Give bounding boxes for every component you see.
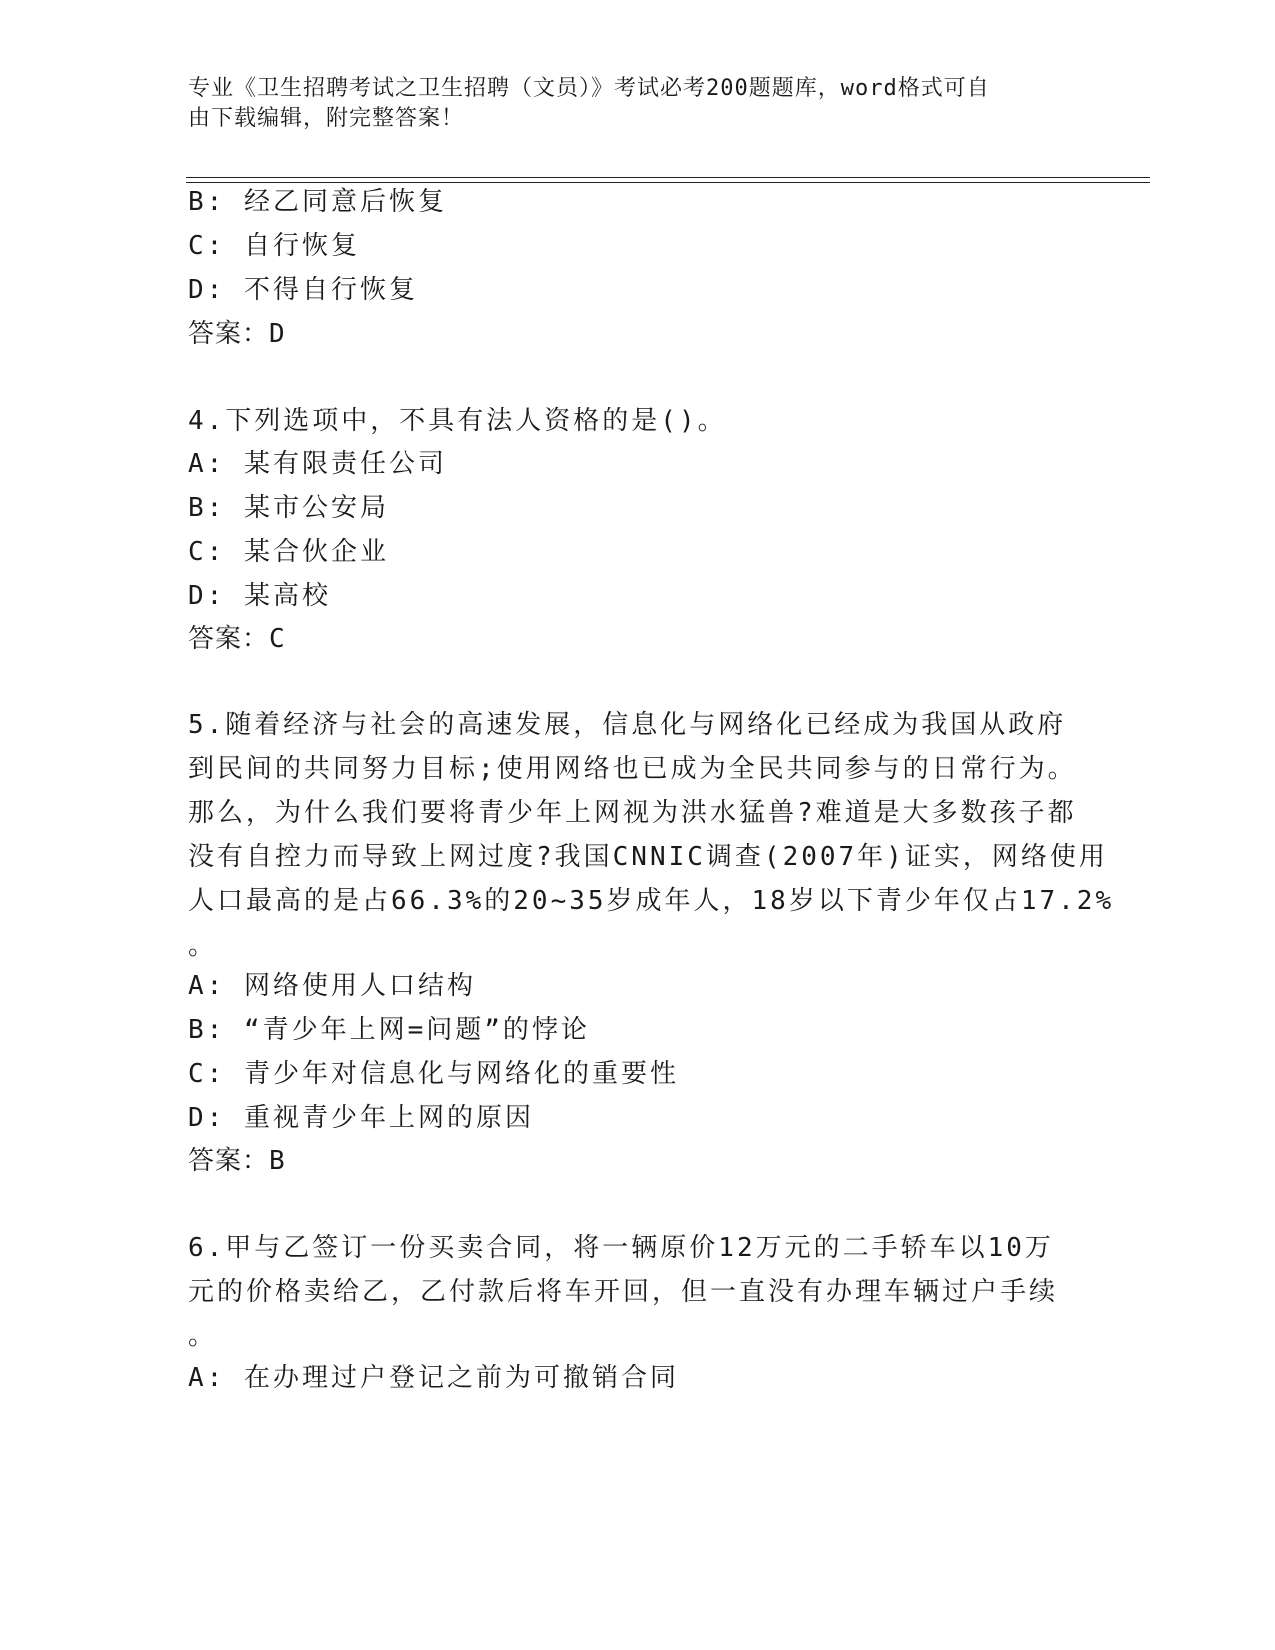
q5-option-b: B: “青少年上网=问题”的悖论: [188, 1015, 590, 1045]
q4-option-d: D: 某高校: [188, 581, 331, 611]
q4-question: 4.下列选项中，不具有法人资格的是()。: [188, 406, 727, 436]
q5-option-d: D: 重视青少年上网的原因: [188, 1103, 534, 1133]
q5-option-c: C: 青少年对信息化与网络化的重要性: [188, 1059, 679, 1089]
q3-option-b: B: 经乙同意后恢复: [188, 187, 447, 217]
q5-question-line-1: 5.随着经济与社会的高速发展，信息化与网络化已经成为我国从政府: [188, 710, 1067, 740]
q5-question-line-5: 人口最高的是占66.3%的20~35岁成年人，18岁以下青少年仅占17.2%: [188, 886, 1115, 916]
q6-question-line-1: 6.甲与乙签订一份买卖合同，将一辆原价12万元的二手轿车以10万: [188, 1233, 1054, 1263]
header-line-2: 由下载编辑，附完整答案！: [188, 106, 465, 131]
q5-option-a: A: 网络使用人口结构: [188, 971, 476, 1001]
q5-question-line-2: 到民间的共同努力目标;使用网络也已成为全民共同参与的日常行为。: [188, 754, 1077, 784]
header-divider-top: [186, 177, 1150, 178]
q4-option-b: B: 某市公安局: [188, 493, 389, 523]
q3-option-c: C: 自行恢复: [188, 231, 360, 261]
q6-question-line-3: 。: [188, 1321, 218, 1351]
q3-option-d: D: 不得自行恢复: [188, 275, 418, 305]
q6-option-a: A: 在办理过户登记之前为可撤销合同: [188, 1363, 679, 1393]
q6-question-line-2: 元的价格卖给乙，乙付款后将车开回，但一直没有办理车辆过户手续: [188, 1277, 1059, 1307]
q5-question-line-3: 那么，为什么我们要将青少年上网视为洪水猛兽?难道是大多数孩子都: [188, 798, 1077, 828]
q5-answer: 答案：B: [188, 1146, 286, 1176]
q4-option-a: A: 某有限责任公司: [188, 449, 447, 479]
q4-answer: 答案：C: [188, 624, 286, 654]
header-line-1: 专业《卫生招聘考试之卫生招聘（文员）》考试必考200题题库，word格式可自: [188, 76, 990, 101]
q3-answer: 答案：D: [188, 319, 286, 349]
q5-question-line-4: 没有自控力而导致上网过度?我国CNNIC调查(2007年)证实，网络使用: [188, 842, 1108, 872]
document-header: [188, 74, 1068, 134]
q5-question-line-6: 。: [188, 931, 218, 961]
header-divider-bottom: [186, 182, 1150, 183]
q4-option-c: C: 某合伙企业: [188, 537, 389, 567]
